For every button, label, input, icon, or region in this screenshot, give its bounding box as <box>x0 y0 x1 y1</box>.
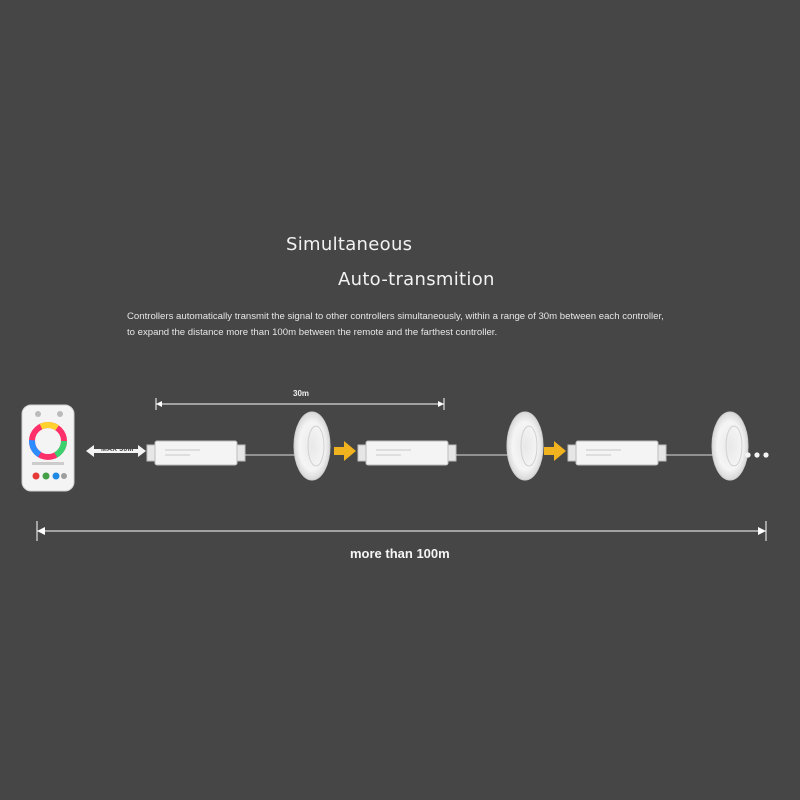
total-distance-label: more than 100m <box>350 546 450 561</box>
led-strip-reel-icon <box>507 412 543 480</box>
led-strip-reel-icon <box>294 412 330 480</box>
led-strip-reel-icon <box>712 412 748 480</box>
controller-spacing-dimension <box>156 398 444 410</box>
relay-arrow-icon <box>334 441 356 461</box>
heading-auto-transmition: Auto-transmition <box>338 269 495 290</box>
remote-range-label: MAX 30M <box>101 446 134 453</box>
description-line-1: Controllers automatically transmit the signal to other controllers simultaneously, within a range of 30m between each controller, <box>127 311 664 322</box>
relay-arrow-icon <box>544 441 566 461</box>
controller-icon <box>147 441 245 465</box>
total-distance-dimension <box>37 521 766 541</box>
remote-control-icon <box>22 405 74 491</box>
controller-icon <box>568 441 666 465</box>
controller-icon <box>358 441 456 465</box>
controller-spacing-label: 30m <box>293 389 310 398</box>
heading-simultaneous: Simultaneous <box>286 234 413 255</box>
description-line-2: to expand the distance more than 100m between the remote and the farthest controller. <box>127 327 498 338</box>
ellipsis-icon <box>745 452 768 457</box>
